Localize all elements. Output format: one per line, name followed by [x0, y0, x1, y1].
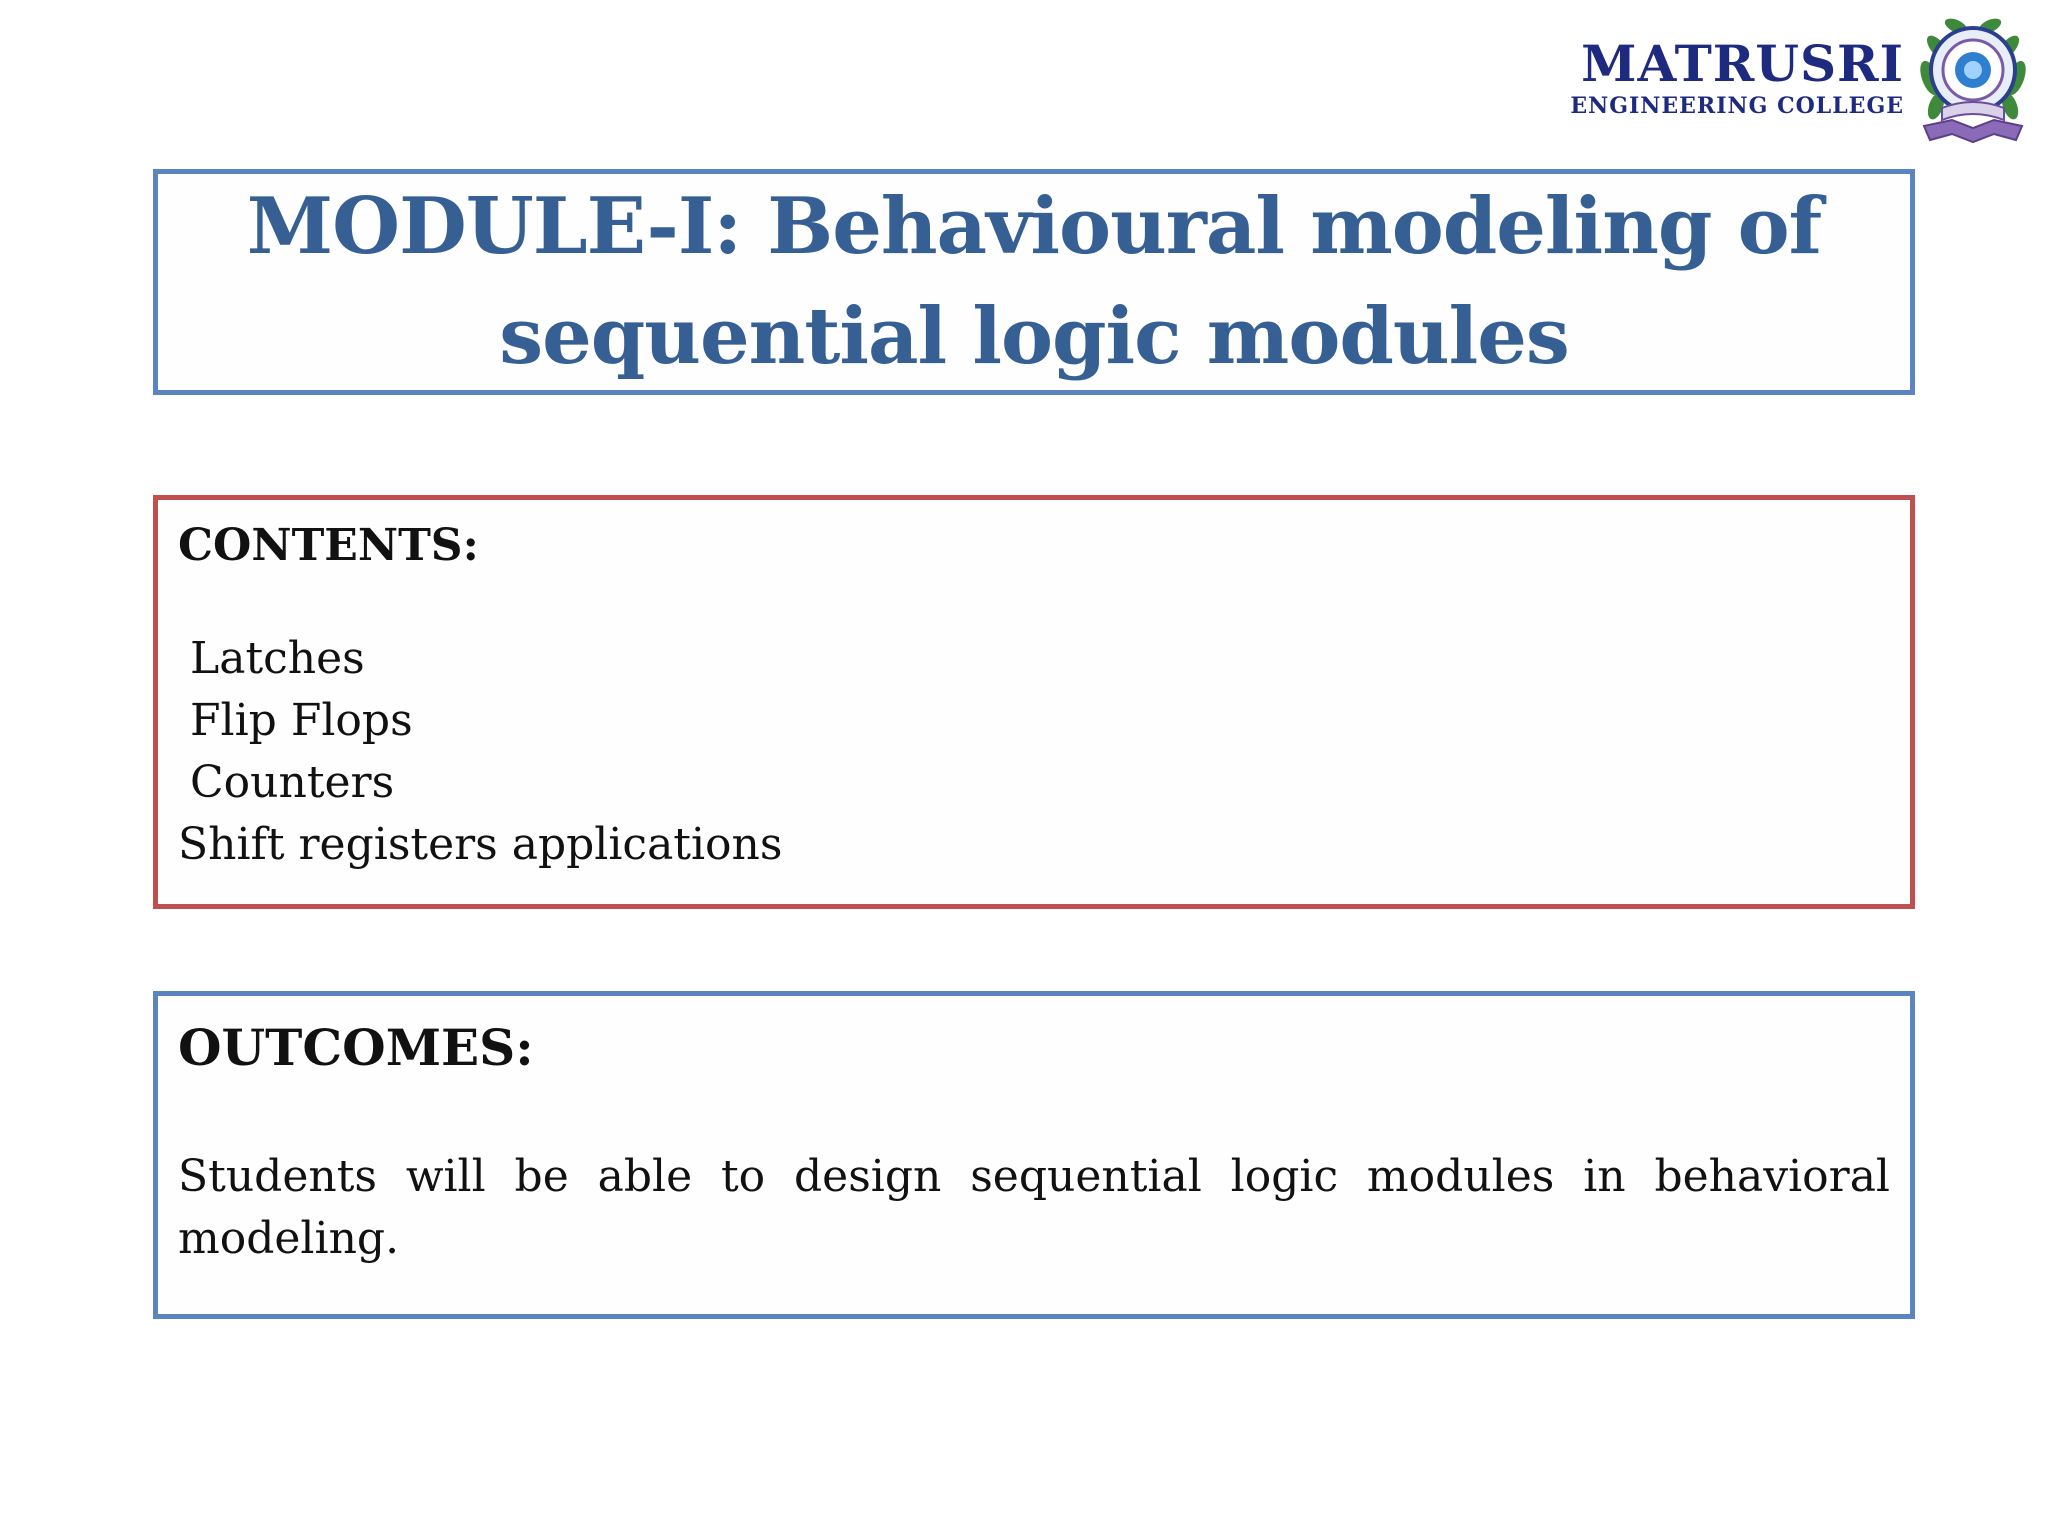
college-seal-icon: [1912, 8, 2034, 148]
title-line-1: MODULE-I: Behavioural modeling of: [246, 181, 1822, 272]
contents-list: [178, 628, 1890, 876]
list-item: Counters: [190, 757, 395, 808]
outcomes-text: Students will be able to design sequential logic modules in behavioral modeling.: [178, 1151, 1890, 1264]
outcomes-heading: OUTCOMES:: [178, 1018, 534, 1077]
college-logo: [1570, 8, 2034, 148]
contents-heading: CONTENTS:: [178, 520, 479, 571]
contents-box: [153, 495, 1915, 909]
logo-subtitle: ENGINEERING COLLEGE: [1570, 93, 1904, 119]
slide-title: [247, 172, 1821, 392]
list-item: Latches: [190, 633, 365, 684]
title-line-2: sequential logic modules: [499, 291, 1569, 382]
logo-text: [1570, 36, 1904, 120]
list-item: Shift registers applications: [178, 819, 783, 870]
title-box: [153, 169, 1915, 395]
logo-name: MATRUSRI: [1581, 34, 1904, 93]
list-item: Flip Flops: [190, 695, 413, 746]
outcomes-box: [153, 991, 1915, 1319]
